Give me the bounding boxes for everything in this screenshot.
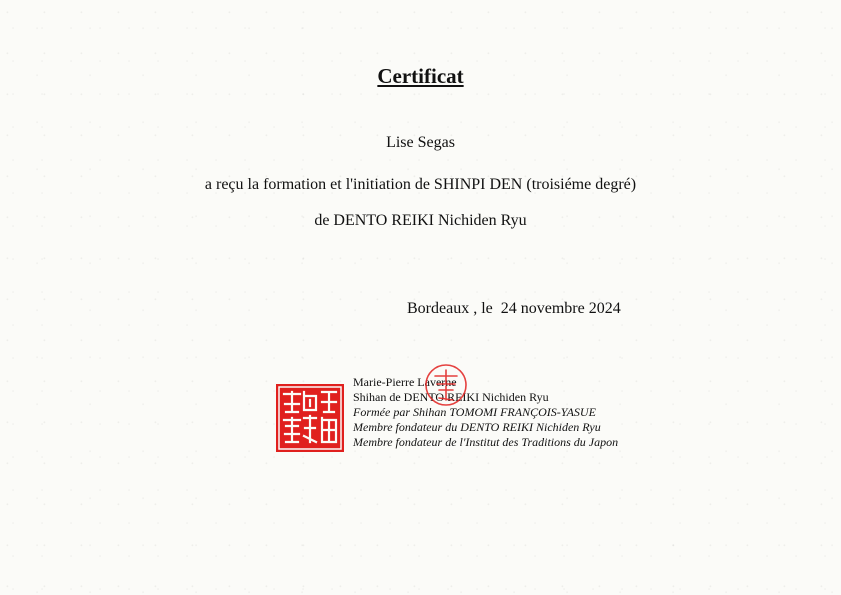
date-line [407,300,621,318]
recipient-name: Lise Segas [386,134,455,151]
round-red-signature-stamp [423,362,469,408]
signatory-member-2: Membre fondateur de l'Institut des Traditions du Japon [353,435,619,449]
formation-statement: a reçu la formation et l'initiation de SHINPI DEN (troisiéme degré) [204,176,637,193]
signature-block [353,375,618,450]
signatory-trained-by: Formée par Shihan TOMOMI FRANÇOIS-YASUE [353,405,596,419]
red-seal-stamp [274,382,346,454]
signatory-role: Shihan de DENTO REIKI Nichiden Ryu [353,390,549,404]
certificate-title: Certificat [377,64,464,88]
school-name: de DENTO REIKI Nichiden Ryu [314,212,527,229]
signatory-name: Marie-Pierre Laverne [353,375,457,389]
date-place: Bordeaux , le [407,300,493,317]
date-value: 24 novembre 2024 [500,300,621,317]
signatory-member-1: Membre fondateur du DENTO REIKI Nichiden Ryu [353,420,601,434]
